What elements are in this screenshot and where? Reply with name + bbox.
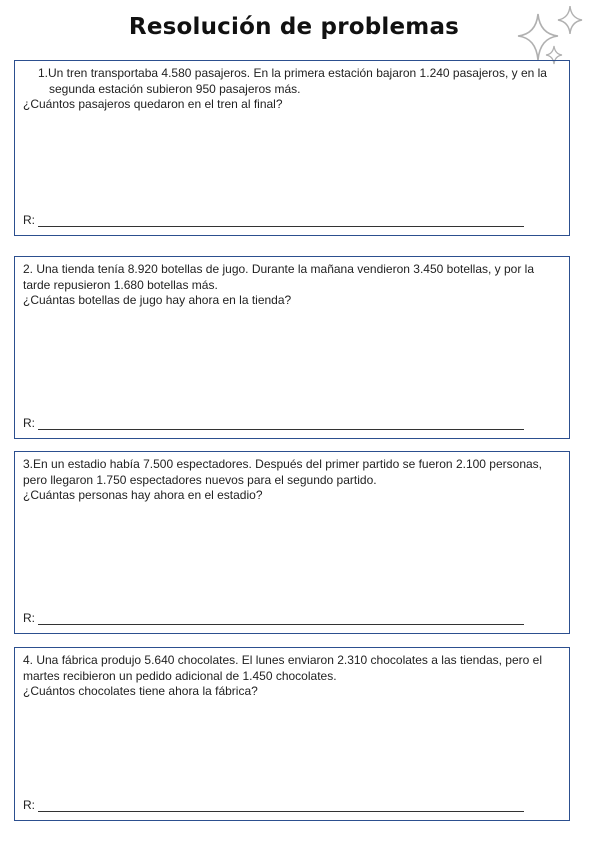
answer-label: R:	[23, 798, 35, 812]
problem-box-2	[14, 256, 570, 439]
answer-line[interactable]	[38, 612, 524, 625]
problem-text	[23, 653, 561, 700]
problem-question: ¿Cuántas personas hay ahora en el estadio?	[23, 488, 263, 502]
problem-box-4	[14, 647, 570, 821]
problem-question: ¿Cuántos pasajeros quedaron en el tren al final?	[23, 97, 283, 111]
problem-text	[23, 66, 561, 113]
problem-statement: 4. Una fábrica produjo 5.640 chocolates. El lunes enviaron 2.310 chocolates a las tiendas, pero el martes recibieron un pedido adicional de 1.450 chocolates.	[23, 653, 542, 683]
problem-statement: 2. Una tienda tenía 8.920 botellas de jugo. Durante la mañana vendieron 3.450 botellas, y por la tarde repusieron 1.680 botellas más.	[23, 262, 535, 292]
answer-label: R:	[23, 213, 35, 227]
problem-question: ¿Cuántos chocolates tiene ahora la fábrica?	[23, 684, 258, 698]
problem-statement: 1.Un tren transportaba 4.580 pasajeros. En la primera estación bajaron 1.240 pasajeros, y en la segunda estación subieron 950 pasajeros más.	[38, 66, 547, 96]
answer-line[interactable]	[38, 799, 524, 812]
answer-area[interactable]	[23, 798, 524, 812]
problem-question: ¿Cuántas botellas de jugo hay ahora en la tienda?	[23, 293, 292, 307]
problem-box-1	[14, 60, 570, 236]
answer-line[interactable]	[38, 417, 524, 430]
answer-area[interactable]	[23, 416, 524, 430]
problem-text	[23, 457, 561, 504]
problem-text	[23, 262, 561, 309]
answer-label: R:	[23, 611, 35, 625]
page-title: Resolución de problemas	[128, 14, 460, 40]
problem-statement: 3.En un estadio había 7.500 espectadores. Después del primer partido se fueron 2.100 personas, pero llegaron 1.750 espectadores nuevos para el segundo partido.	[23, 457, 543, 487]
answer-label: R:	[23, 416, 35, 430]
answer-line[interactable]	[38, 214, 524, 227]
answer-area[interactable]	[23, 611, 524, 625]
problem-box-3	[14, 451, 570, 634]
answer-area[interactable]	[23, 213, 524, 227]
